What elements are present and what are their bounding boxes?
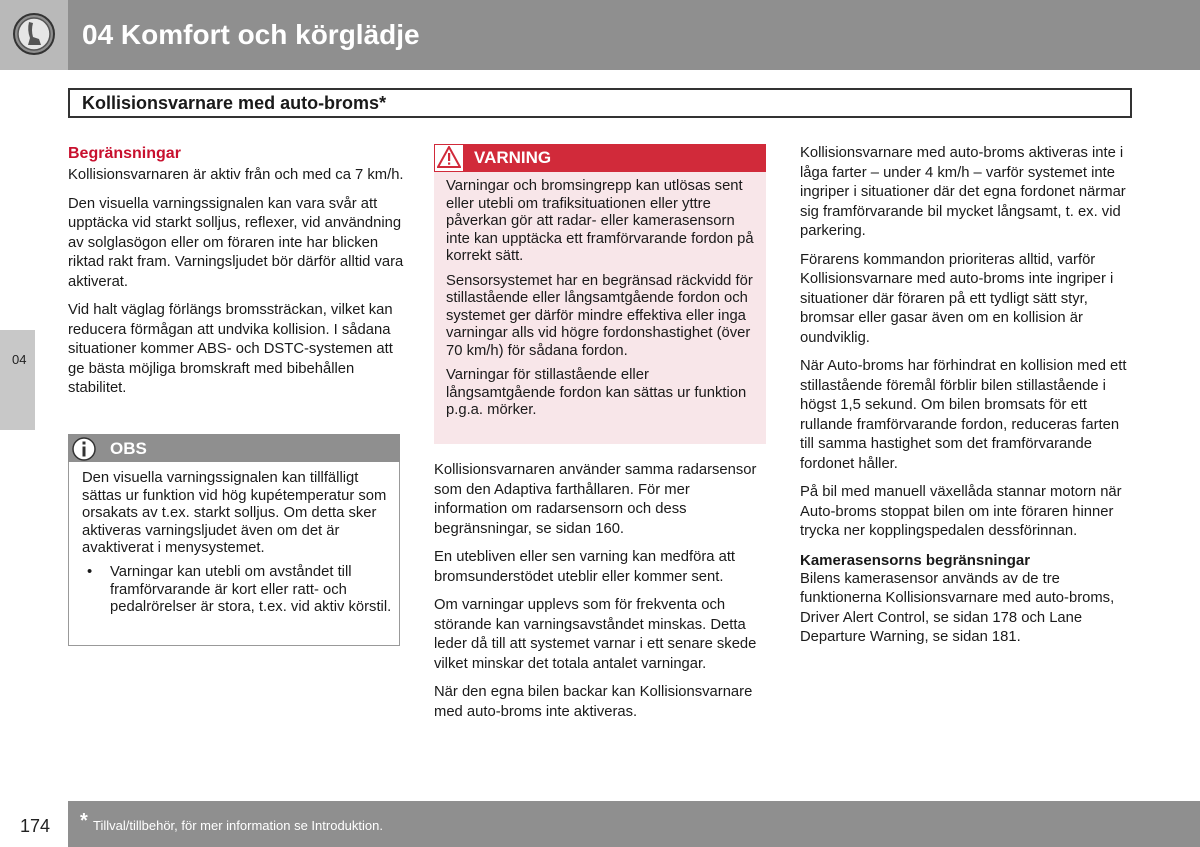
obs-body xyxy=(82,470,392,617)
paragraph: När Auto-broms har förhindrat en kollision med ett stillastående föremål förblir bilen stillastående i högst 1,5 sekund. Om bilen bromsats för ett rullande framförvarande fordon, reduceras farten till samma hastighet som det framförvarande fordonet håller. xyxy=(800,358,1127,472)
obs-label: OBS xyxy=(110,439,147,458)
column-2 xyxy=(434,461,766,731)
footer-star: * xyxy=(80,810,88,832)
paragraph: Bilens kamerasensor används av de tre funktionerna Kollisionsvarnare med auto-broms, Driver Alert Control, se sidan 178 och Lane Departure Warning, se sidan 181. xyxy=(800,570,1115,645)
footer-note: Tillval/tillbehör, för mer information se Introduktion. xyxy=(93,818,383,833)
warning-paragraph: Varningar och bromsingrepp kan utlösas sent eller utebli om trafiksituationen eller yttre påverkan gör att radar- eller kamerasensorn inte kan upptäcka ett framförvarande fordon på korrekt sätt. xyxy=(446,178,754,264)
chapter-side-tab-label: 04 xyxy=(12,352,27,367)
camera-limitations-heading: Kamerasensorns begränsningar xyxy=(800,551,1031,569)
warning-paragraph: Sensorsystemet har en begränsad räckvidd för stillastående eller långsamtgående fordon och systemet ger därför mindre effektiva eller inga varningar alls vid högre fordonshastighet (över 70 km/h) för sådana fordon. xyxy=(446,272,753,359)
obs-bullet-item: • Varningar kan utebli om avståndet till framförvarande är kort eller ratt- och pedalrörelser är stora, t.ex. vid aktiv körstil. xyxy=(82,564,392,617)
limitations-heading: Begränsningar xyxy=(68,145,181,162)
paragraph: Om varningar upplevs som för frekventa och störande kan varningsavståndet minskas. Detta leder då till att systemet varnar i ett senare skede vilket minskar det totala antalet varningar. xyxy=(434,597,757,672)
warning-label: VARNING xyxy=(474,148,552,167)
paragraph: En utebliven eller sen varning kan medföra att bromsunderstödet uteblir eller kommer sent. xyxy=(434,549,736,585)
paragraph: Kollisionsvarnaren är aktiv från och med ca 7 km/h. xyxy=(68,167,404,183)
paragraph: Den visuella varningssignalen kan vara svår att upptäcka vid starkt solljus, reflexer, vid användning av solglasögon eller om föraren inte har blicken riktad rakt fram. Varningsljudet bör därför alltid vara aktiverat. xyxy=(68,195,404,290)
warning-body xyxy=(446,178,760,427)
column-3 xyxy=(800,144,1135,657)
page-number: 174 xyxy=(20,816,51,836)
paragraph: Kollisionsvarnare med auto-broms aktiveras inte i låga farter – under 4 km/h – varför systemet inte ingriper i situationer där det egna fordonet närmar sig framförvarande bil mycket långsamt, t. ex. vid parkering. xyxy=(800,145,1126,239)
warning-paragraph: Varningar för stillastående eller långsamtgående fordon kan sättas ur funktion p.g.a. mörker. xyxy=(446,367,747,418)
paragraph: När den egna bilen backar kan Kollisionsvarnare med auto-broms inte aktiveras. xyxy=(434,684,753,720)
chapter-title: 04 Komfort och körglädje xyxy=(82,19,420,50)
paragraph: På bil med manuell växellåda stannar motorn när Auto-broms stoppat bilen om inte föraren hinner trycka ner kopplingspedalen dessförinnan. xyxy=(800,484,1122,539)
section-title: Kollisionsvarnare med auto-broms* xyxy=(82,93,387,113)
paragraph: Vid halt väglag förlängs bromssträckan, vilket kan reducera förmågan att undvika kollision. I sådana situationer kommer ABS- och DSTC-systemen att ge bästa möjliga bromskraft med bibehållen stabilitet. xyxy=(68,302,393,396)
paragraph: Förarens kommandon prioriteras alltid, varför Kollisionsvarnare med auto-broms inte ingriper i situationer där föraren på ett tydligt sätt styr, bromsar eller gasar även om en kollision är oundviklig. xyxy=(800,251,1114,346)
paragraph: Kollisionsvarnaren använder samma radarsensor som den Adaptiva farthållaren. För mer information om radarsensorn och dess begränsningar, se sidan 160. xyxy=(434,462,757,537)
obs-text: Den visuella varningssignalen kan tillfälligt sättas ur funktion vid hög kupétemperatur som orsakats av t.ex. starkt solljus. Om detta sker aktiveras varningsljudet även om det är avaktiverat i menysystemet. xyxy=(82,470,387,557)
chapter-side-tab xyxy=(0,330,35,430)
warning-triangle-icon xyxy=(437,146,461,168)
column-1 xyxy=(68,144,406,408)
seat-icon xyxy=(12,12,56,56)
info-icon xyxy=(72,437,96,461)
